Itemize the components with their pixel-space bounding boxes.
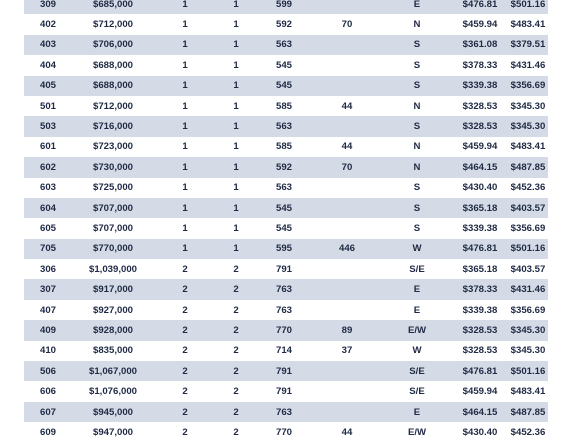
tax-cell: $328.53 <box>462 121 498 133</box>
bedrooms-cell: 1 <box>182 100 188 112</box>
unit-cell: 307 <box>39 284 56 296</box>
square-feet-cell: 791 <box>275 263 292 275</box>
table-row <box>24 0 548 14</box>
common-charge-cell: $403.57 <box>510 263 546 275</box>
exposure-cell: E/W <box>407 426 427 438</box>
bedrooms-cell: 1 <box>182 202 188 214</box>
table-row <box>24 96 548 116</box>
exposure-cell: S <box>413 222 421 234</box>
table-row <box>24 14 548 34</box>
price-cell: $706,000 <box>92 39 133 51</box>
square-feet-cell: 770 <box>275 324 292 336</box>
price-cell: $1,067,000 <box>88 365 137 377</box>
exposure-cell: E <box>413 304 421 316</box>
tax-cell: $339.38 <box>462 304 498 316</box>
table-row <box>24 178 548 198</box>
terrace-cell: 44 <box>341 100 353 112</box>
table-row <box>24 137 548 157</box>
square-feet-cell: 585 <box>275 100 292 112</box>
price-cell: $707,000 <box>92 202 133 214</box>
common-charge-cell: $487.85 <box>510 161 546 173</box>
unit-cell: 506 <box>39 365 56 377</box>
bathrooms-cell: 2 <box>233 324 239 336</box>
table-row <box>24 116 548 136</box>
bedrooms-cell: 2 <box>182 345 188 357</box>
bedrooms-cell: 1 <box>182 243 188 255</box>
square-feet-cell: 770 <box>275 426 292 438</box>
price-cell: $688,000 <box>92 59 133 71</box>
table-row <box>24 300 548 320</box>
bedrooms-cell: 2 <box>182 426 188 438</box>
tax-cell: $464.15 <box>462 406 498 418</box>
unit-cell: 407 <box>39 304 56 316</box>
square-feet-cell: 763 <box>275 304 292 316</box>
terrace-cell: 44 <box>341 141 353 153</box>
unit-cell: 605 <box>39 222 56 234</box>
bathrooms-cell: 2 <box>233 263 239 275</box>
exposure-cell: N <box>413 100 421 112</box>
square-feet-cell: 545 <box>275 222 292 234</box>
bathrooms-cell: 2 <box>233 365 239 377</box>
bedrooms-cell: 1 <box>182 80 188 92</box>
bathrooms-cell: 2 <box>233 304 239 316</box>
common-charge-cell: $501.16 <box>510 0 546 10</box>
unit-cell: 705 <box>39 243 56 255</box>
common-charge-cell: $379.51 <box>510 39 546 51</box>
square-feet-cell: 545 <box>275 202 292 214</box>
tax-cell: $365.18 <box>462 263 498 275</box>
table-row <box>24 76 548 96</box>
common-charge-cell: $345.30 <box>510 345 546 357</box>
unit-cell: 404 <box>39 59 56 71</box>
unit-cell: 405 <box>39 80 56 92</box>
table-row <box>24 198 548 218</box>
square-feet-cell: 585 <box>275 141 292 153</box>
price-cell: $928,000 <box>92 324 133 336</box>
exposure-cell: E <box>413 0 421 10</box>
exposure-cell: N <box>413 161 421 173</box>
square-feet-cell: 763 <box>275 406 292 418</box>
unit-cell: 607 <box>39 406 56 418</box>
price-cell: $725,000 <box>92 182 133 194</box>
bathrooms-cell: 1 <box>233 0 239 10</box>
tax-cell: $459.94 <box>462 19 498 31</box>
price-cell: $927,000 <box>92 304 133 316</box>
bathrooms-cell: 2 <box>233 345 239 357</box>
bedrooms-cell: 1 <box>182 141 188 153</box>
table-row <box>24 239 548 259</box>
exposure-cell: W <box>412 345 422 357</box>
unit-cell: 602 <box>39 161 56 173</box>
unit-cell: 402 <box>39 19 56 31</box>
bedrooms-cell: 1 <box>182 39 188 51</box>
price-cell: $716,000 <box>92 121 133 133</box>
tax-cell: $339.38 <box>462 222 498 234</box>
tax-cell: $464.15 <box>462 161 498 173</box>
bedrooms-cell: 1 <box>182 59 188 71</box>
table-row <box>24 55 548 75</box>
square-feet-cell: 592 <box>275 19 292 31</box>
bathrooms-cell: 2 <box>233 284 239 296</box>
common-charge-cell: $431.46 <box>510 59 546 71</box>
unit-cell: 601 <box>39 141 56 153</box>
square-feet-cell: 595 <box>275 243 292 255</box>
tax-cell: $339.38 <box>462 80 498 92</box>
common-charge-cell: $356.69 <box>510 80 546 92</box>
unit-cell: 604 <box>39 202 56 214</box>
tax-cell: $459.94 <box>462 141 498 153</box>
bathrooms-cell: 1 <box>233 19 239 31</box>
table-row <box>24 320 548 340</box>
common-charge-cell: $501.16 <box>510 243 546 255</box>
bathrooms-cell: 1 <box>233 39 239 51</box>
bedrooms-cell: 1 <box>182 161 188 173</box>
bathrooms-cell: 1 <box>233 161 239 173</box>
square-feet-cell: 563 <box>275 182 292 194</box>
square-feet-cell: 545 <box>275 80 292 92</box>
unit-cell: 410 <box>39 345 56 357</box>
common-charge-cell: $431.46 <box>510 284 546 296</box>
price-cell: $1,076,000 <box>88 386 137 398</box>
tax-cell: $459.94 <box>462 386 498 398</box>
unit-cell: 609 <box>39 426 56 438</box>
table-row <box>24 259 548 279</box>
bedrooms-cell: 1 <box>182 19 188 31</box>
square-feet-cell: 714 <box>275 345 292 357</box>
common-charge-cell: $483.41 <box>510 19 546 31</box>
square-feet-cell: 545 <box>275 59 292 71</box>
tax-cell: $476.81 <box>462 0 498 10</box>
price-cell: $835,000 <box>92 345 133 357</box>
tax-cell: $365.18 <box>462 202 498 214</box>
exposure-cell: S <box>413 39 421 51</box>
unit-cell: 503 <box>39 121 56 133</box>
bedrooms-cell: 2 <box>182 324 188 336</box>
bathrooms-cell: 2 <box>233 426 239 438</box>
price-cell: $770,000 <box>92 243 133 255</box>
bedrooms-cell: 2 <box>182 284 188 296</box>
square-feet-cell: 791 <box>275 365 292 377</box>
bathrooms-cell: 1 <box>233 80 239 92</box>
terrace-cell: 70 <box>341 161 353 173</box>
tax-cell: $328.53 <box>462 324 498 336</box>
tax-cell: $378.33 <box>462 59 498 71</box>
bathrooms-cell: 1 <box>233 202 239 214</box>
tax-cell: $328.53 <box>462 345 498 357</box>
bedrooms-cell: 1 <box>182 222 188 234</box>
terrace-cell: 37 <box>341 345 353 357</box>
price-cell: $723,000 <box>92 141 133 153</box>
common-charge-cell: $483.41 <box>510 386 546 398</box>
exposure-cell: S <box>413 80 421 92</box>
unit-cell: 603 <box>39 182 56 194</box>
tax-cell: $476.81 <box>462 243 498 255</box>
bedrooms-cell: 2 <box>182 386 188 398</box>
exposure-cell: S <box>413 182 421 194</box>
exposure-cell: S/E <box>409 365 425 377</box>
exposure-cell: N <box>413 19 421 31</box>
common-charge-cell: $501.16 <box>510 365 546 377</box>
bathrooms-cell: 1 <box>233 182 239 194</box>
terrace-cell: 70 <box>341 19 353 31</box>
tax-cell: $476.81 <box>462 365 498 377</box>
tax-cell: $430.40 <box>462 426 498 438</box>
table-row <box>24 422 548 442</box>
terrace-cell: 89 <box>341 324 353 336</box>
common-charge-cell: $345.30 <box>510 324 546 336</box>
common-charge-cell: $487.85 <box>510 406 546 418</box>
unit-cell: 409 <box>39 324 56 336</box>
table-row <box>24 361 548 381</box>
price-cell: $712,000 <box>92 19 133 31</box>
exposure-cell: S <box>413 202 421 214</box>
price-cell: $685,000 <box>92 0 133 10</box>
table-row <box>24 381 548 401</box>
bathrooms-cell: 1 <box>233 222 239 234</box>
price-cell: $945,000 <box>92 406 133 418</box>
bathrooms-cell: 1 <box>233 243 239 255</box>
price-cell: $1,039,000 <box>88 263 137 275</box>
bedrooms-cell: 2 <box>182 304 188 316</box>
tax-cell: $378.33 <box>462 284 498 296</box>
bathrooms-cell: 2 <box>233 406 239 418</box>
bedrooms-cell: 2 <box>182 406 188 418</box>
price-cell: $730,000 <box>92 161 133 173</box>
table-row <box>24 218 548 238</box>
price-cell: $712,000 <box>92 100 133 112</box>
exposure-cell: N <box>413 141 421 153</box>
bathrooms-cell: 1 <box>233 59 239 71</box>
exposure-cell: S/E <box>409 386 425 398</box>
bathrooms-cell: 1 <box>233 100 239 112</box>
bathrooms-cell: 2 <box>233 386 239 398</box>
tax-cell: $361.08 <box>462 39 498 51</box>
unit-cell: 306 <box>39 263 56 275</box>
common-charge-cell: $345.30 <box>510 121 546 133</box>
square-feet-cell: 791 <box>275 386 292 398</box>
exposure-cell: S <box>413 121 421 133</box>
bedrooms-cell: 1 <box>182 182 188 194</box>
bathrooms-cell: 1 <box>233 121 239 133</box>
square-feet-cell: 763 <box>275 284 292 296</box>
table-row <box>24 157 548 177</box>
table-row <box>24 279 548 299</box>
tax-cell: $430.40 <box>462 182 498 194</box>
common-charge-cell: $452.36 <box>510 426 546 438</box>
table-row <box>24 35 548 55</box>
price-cell: $947,000 <box>92 426 133 438</box>
bedrooms-cell: 2 <box>182 365 188 377</box>
square-feet-cell: 563 <box>275 121 292 133</box>
exposure-cell: E/W <box>407 324 427 336</box>
square-feet-cell: 563 <box>275 39 292 51</box>
price-cell: $917,000 <box>92 284 133 296</box>
price-cell: $707,000 <box>92 222 133 234</box>
tax-cell: $328.53 <box>462 100 498 112</box>
exposure-cell: S/E <box>409 263 425 275</box>
unit-cell: 501 <box>39 100 56 112</box>
bedrooms-cell: 1 <box>182 121 188 133</box>
table-row <box>24 341 548 361</box>
exposure-cell: W <box>412 243 422 255</box>
price-cell: $688,000 <box>92 80 133 92</box>
unit-cell: 403 <box>39 39 56 51</box>
common-charge-cell: $483.41 <box>510 141 546 153</box>
terrace-cell: 44 <box>341 426 353 438</box>
units-table <box>24 0 548 443</box>
common-charge-cell: $403.57 <box>510 202 546 214</box>
unit-cell: 309 <box>39 0 56 10</box>
exposure-cell: E <box>413 284 421 296</box>
bedrooms-cell: 2 <box>182 263 188 275</box>
common-charge-cell: $452.36 <box>510 182 546 194</box>
table-row <box>24 402 548 422</box>
bedrooms-cell: 1 <box>182 0 188 10</box>
common-charge-cell: $345.30 <box>510 100 546 112</box>
square-feet-cell: 592 <box>275 161 292 173</box>
square-feet-cell: 599 <box>275 0 292 10</box>
terrace-cell: 446 <box>338 243 355 255</box>
common-charge-cell: $356.69 <box>510 222 546 234</box>
common-charge-cell: $356.69 <box>510 304 546 316</box>
bathrooms-cell: 1 <box>233 141 239 153</box>
exposure-cell: S <box>413 59 421 71</box>
unit-cell: 606 <box>39 386 56 398</box>
exposure-cell: E <box>413 406 421 418</box>
